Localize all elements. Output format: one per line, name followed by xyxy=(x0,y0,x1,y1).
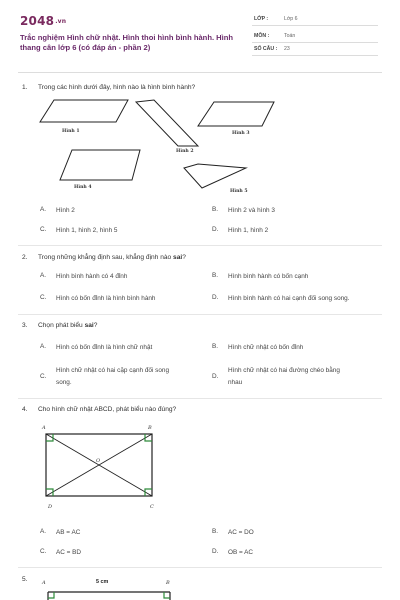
shape-hinh-2 xyxy=(136,100,198,146)
question-number: 1. xyxy=(22,84,28,91)
meta-subject-key: MÔN : xyxy=(254,33,270,39)
caption-hinh-4: Hình 4 xyxy=(74,185,92,190)
vertex-b-label: B xyxy=(148,425,152,431)
caption-hinh-3: Hình 3 xyxy=(232,131,250,136)
meta-grade-key: LỚP : xyxy=(254,16,269,22)
site-logo[interactable]: 2048.vn xyxy=(20,14,67,28)
side-length-label: 5 cm xyxy=(96,579,109,585)
divider xyxy=(18,245,382,246)
caption-hinh-2: Hình 2 xyxy=(176,149,194,154)
caption-hinh-1: Hình 1 xyxy=(62,129,80,134)
shape-hinh-1 xyxy=(40,100,128,122)
vertex-a-label: A xyxy=(42,425,46,431)
question-text: Trong các hình dưới đây, hình nào là hình bình hành? xyxy=(38,84,196,91)
worksheet-page: 2048.vn Trắc nghiệm Hình chữ nhật. Hình thoi hình bình hành. Hình thang cân lớp 6 (có đáp án - phần 2) LỚP : Lớp 6 MÔN : Toán SỐ CÂU : 23 1. Trong các hình dưới đây, hình nào là hình bình hành? Hình 1 Hình 2 Hình 3 Hình 4 Hình 5 A. Hình 2 B. Hình 2 và hình 3 C. Hình 1, hình 2, hình 5 D. Hình 1, hình 2 2. Trong những khẳng định sau, khẳng định nào sai? A. Hình bình hành có 4 đỉnh B. Hình bình hành có bốn cạnh C. Hình có bốn đỉnh là hình bình hành D. Hình bình hành có hai cạnh đối song song. 3. Chọn phát biểu sai? A. Hình có bốn đỉnh là hình chữ nhật B. Hình chữ nhật có bốn đỉnh C. Hình chữ nhật có hai cặp cạnh đối song song. D. Hình chữ nhật có hai đường chéo bằng nhau 4. Cho hình chữ nhật ABCD, phát biểu nào đúng? A B C D O A. AB = AC B. AC = DO C. AC = BD D. OB = AC 5. A B 5 cm xyxy=(0,0,400,600)
divider xyxy=(18,398,382,399)
right-angle-mark xyxy=(48,592,54,598)
question-number: 5. xyxy=(22,576,28,583)
header xyxy=(0,0,400,68)
shape-hinh-4 xyxy=(60,150,140,180)
q1-figures xyxy=(36,96,286,194)
header-divider xyxy=(18,72,382,73)
question-number: 2. xyxy=(22,254,28,261)
question-number: 4. xyxy=(22,406,28,413)
meta-subject xyxy=(252,31,378,43)
meta-count-key: SỐ CÂU : xyxy=(254,46,278,52)
meta-subject-value: Toán xyxy=(284,33,296,39)
meta-count-value: 23 xyxy=(284,46,290,52)
vertex-c-label: C xyxy=(150,504,154,510)
divider xyxy=(18,567,382,568)
vertex-d-label: D xyxy=(48,504,53,510)
meta-count xyxy=(252,44,378,56)
shape-hinh-5 xyxy=(184,164,246,188)
page-title: Trắc nghiệm Hình chữ nhật. Hình thoi hình bình hành. Hình thang cân lớp 6 (có đáp án - phần 2) xyxy=(20,33,234,52)
question-number: 3. xyxy=(22,322,28,329)
meta-grade xyxy=(252,14,378,26)
q5-figure xyxy=(38,574,188,600)
question-text: Trong những khẳng định sau, khẳng định nào sai? xyxy=(38,254,186,261)
q4-rectangle-figure xyxy=(34,420,164,512)
vertex-a-label: A xyxy=(42,580,46,586)
divider xyxy=(18,314,382,315)
vertex-o-label: O xyxy=(96,458,101,464)
meta-grade-value: Lớp 6 xyxy=(284,16,298,22)
shape-hinh-3 xyxy=(198,102,274,126)
question-text: Chọn phát biểu sai? xyxy=(38,322,98,329)
vertex-b-label: B xyxy=(166,580,170,586)
right-angle-mark xyxy=(164,592,170,598)
question-text: Cho hình chữ nhật ABCD, phát biểu nào đúng? xyxy=(38,406,177,413)
caption-hinh-5: Hình 5 xyxy=(230,189,248,194)
